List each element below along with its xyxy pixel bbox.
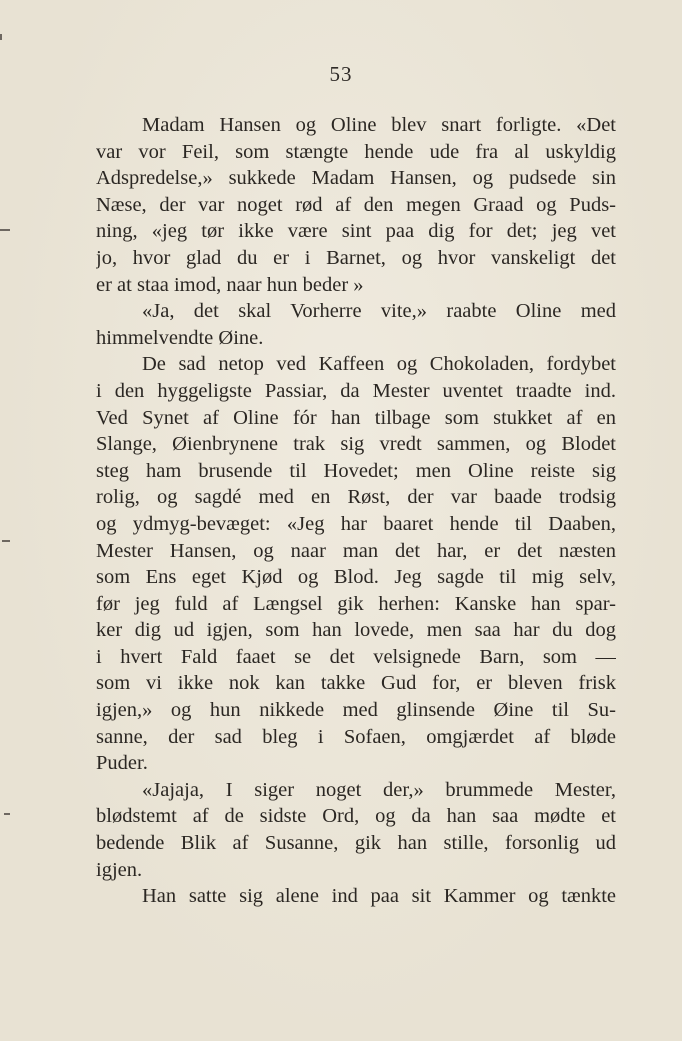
text-line: blødstemt af de sidste Ord, og da han saa mødte et — [96, 805, 616, 828]
text-line: De sad netop ved Kaffeen og Chokoladen, fordybet — [142, 353, 616, 376]
text-line: er at staa imod, naar hun beder » — [96, 273, 364, 296]
body-text — [96, 112, 616, 910]
text-line: sanne, der sad bleg i Sofaen, omgjærdet af bløde — [96, 725, 616, 748]
text-line: Madam Hansen og Oline blev snart forligte. «Det — [142, 114, 616, 136]
margin-mark — [0, 34, 2, 40]
text-line: jo, hvor glad du er i Barnet, og hvor vanskeligt det — [96, 246, 616, 269]
text-line: i den hyggeligste Passiar, da Mester uventet traadte ind. — [96, 379, 616, 402]
margin-mark — [0, 229, 10, 231]
text-line: som vi ikke nok kan takke Gud for, er bleven frisk — [96, 672, 616, 695]
text-line: Mester Hansen, og naar man det har, er det næsten — [96, 539, 616, 562]
text-line: som Ens eget Kjød og Blod. Jeg sagde til mig selv, — [96, 566, 616, 589]
text-line: Adspredelse,» sukkede Madam Hansen, og pudsede sin — [96, 167, 616, 190]
text-line: Han satte sig alene ind paa sit Kammer og tænkte — [142, 885, 616, 908]
text-line: rolig, og sagdé med en Røst, der var baade trodsig — [96, 486, 616, 509]
text-line: var vor Feil, som stængte hende ude fra al uskyldig — [96, 140, 616, 163]
page-number: 53 — [329, 62, 353, 86]
text-line: himmelvendte Øine. — [96, 326, 264, 349]
text-line: igjen,» og hun nikkede med glinsende Øine til Su- — [96, 699, 616, 722]
text-line: Puder. — [96, 752, 148, 775]
text-line: «Jajaja, I siger noget der,» brummede Mester, — [142, 778, 616, 801]
text-line: Næse, der var noget rød af den megen Graad og Puds- — [96, 193, 616, 216]
text-line: Ved Synet af Oline fór han tilbage som stukket af en — [96, 406, 616, 429]
margin-mark — [2, 540, 10, 542]
text-line: i hvert Fald faaet se det velsignede Barn, som — — [96, 645, 616, 668]
text-line: og ydmyg-bevæget: «Jeg har baaret hende til Daaben, — [96, 512, 616, 535]
text-line: bedende Blik af Susanne, gik han stille, forsonlig ud — [96, 832, 616, 855]
text-line: før jeg fuld af Længsel gik herhen: Kanske han spar- — [96, 592, 616, 615]
text-line: ker dig ud igjen, som han lovede, men saa har du dog — [96, 619, 616, 642]
text-line: «Ja, det skal Vorherre vite,» raabte Oline med — [142, 300, 616, 323]
text-line: igjen. — [96, 858, 143, 881]
text-line: ning, «jeg tør ikke være sint paa dig for det; jeg vet — [96, 220, 616, 243]
text-line: steg ham brusende til Hovedet; men Oline reiste sig — [96, 459, 616, 482]
text-line: Slange, Øienbrynene trak sig vredt sammen, og Blodet — [96, 433, 616, 456]
margin-mark — [4, 813, 10, 815]
